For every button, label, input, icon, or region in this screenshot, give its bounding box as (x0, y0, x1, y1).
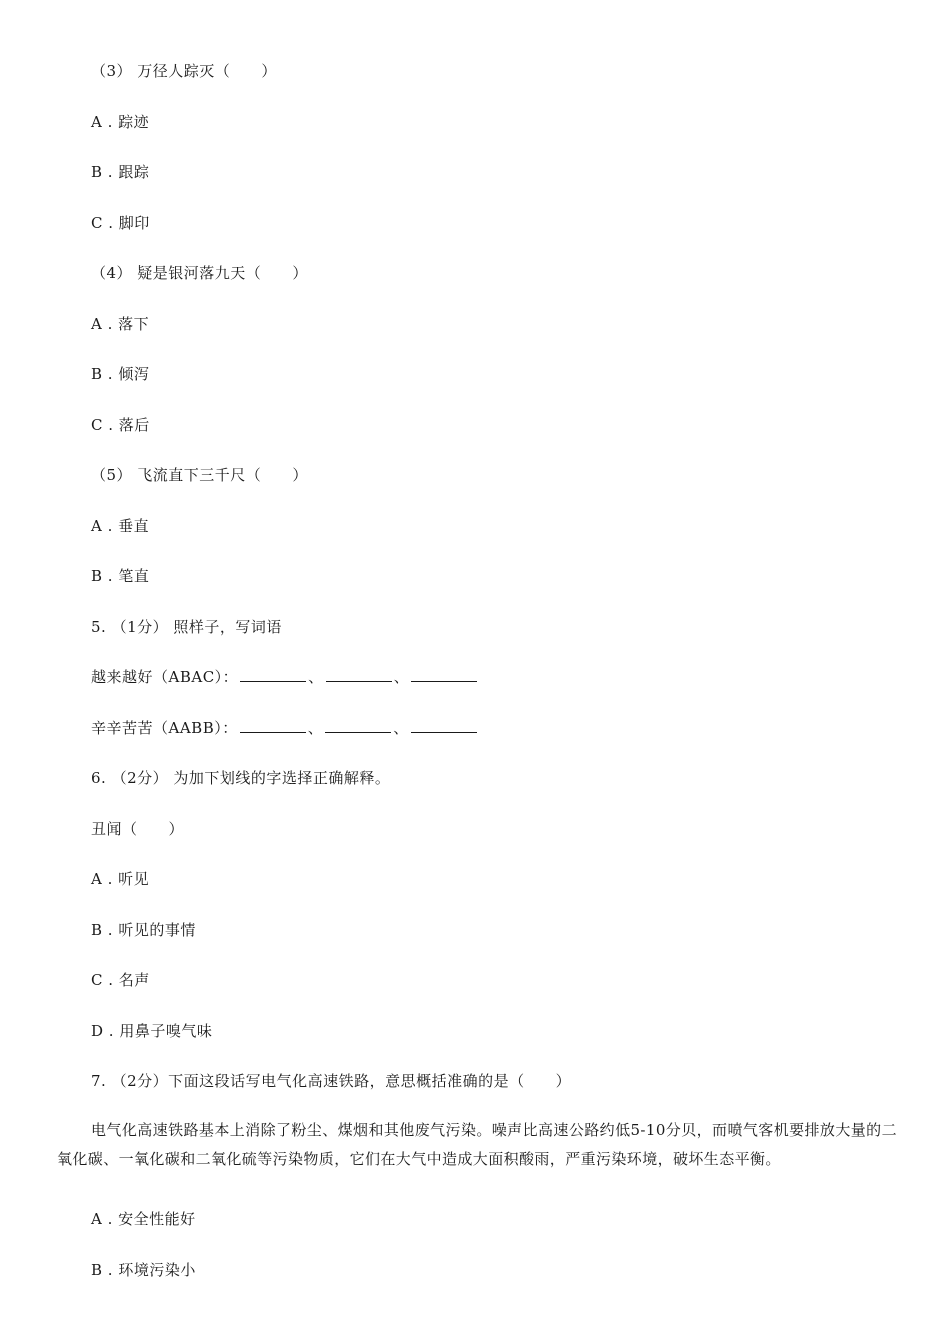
sub3-option-c[interactable]: C . 脚印 (91, 214, 150, 232)
q5-row-aabb-label: 辛辛苦苦（AABB）： (91, 719, 238, 737)
q5-row-aabb (91, 718, 479, 738)
answer-blank[interactable] (325, 718, 391, 733)
answer-blank[interactable] (411, 667, 477, 682)
q7-option-b[interactable]: B . 环境污染小 (91, 1261, 196, 1279)
separator: 、 (393, 719, 409, 737)
q5-stem: 5. （1分） 照样子，写词语 (91, 618, 282, 636)
sub4-option-a[interactable]: A . 落下 (91, 315, 150, 333)
sub5-option-b[interactable]: B . 笔直 (91, 567, 150, 585)
separator: 、 (307, 719, 324, 737)
q6-option-c[interactable]: C . 名声 (91, 971, 150, 989)
q6-stem: 6. （2分） 为加下划线的字选择正确解释。 (91, 769, 391, 787)
separator: 、 (393, 668, 410, 686)
q6-option-a[interactable]: A . 听见 (91, 870, 150, 888)
q7-passage (57, 1116, 897, 1174)
sub3-prompt: （3） 万径人踪灭（ ） (91, 62, 277, 80)
sub5-option-a[interactable]: A . 垂直 (91, 517, 150, 535)
sub4-prompt: （4） 疑是银河落九天（ ） (91, 264, 308, 282)
sub3-option-b[interactable]: B . 跟踪 (91, 163, 150, 181)
separator: 、 (308, 668, 324, 686)
q5-row-abac (91, 667, 479, 687)
sub4-option-c[interactable]: C . 落后 (91, 416, 150, 434)
q6-prompt: 丑闻（ ） (91, 820, 185, 838)
q7-passage-text: 电气化高速铁路基本上消除了粉尘、煤烟和其他废气污染。噪声比高速公路约低5-10分贝，而喷气客机要排放大量的二氧化碳、一氧化碳和二氧化硫等污染物质，它们在大气中造成大面积酸雨，严重污染环境，破坏生态平衡。 (57, 1121, 897, 1168)
sub4-option-b[interactable]: B . 倾泻 (91, 365, 150, 383)
q6-option-b[interactable]: B . 听见的事情 (91, 921, 196, 939)
q7-stem: 7. （2分）下面这段话写电气化高速铁路，意思概括准确的是（ ） (91, 1072, 572, 1090)
q6-option-d[interactable]: D . 用鼻子嗅气味 (91, 1022, 213, 1040)
sub3-option-a[interactable]: A . 踪迹 (91, 113, 150, 131)
answer-blank[interactable] (240, 667, 306, 682)
answer-blank[interactable] (240, 718, 306, 733)
answer-blank[interactable] (411, 718, 477, 733)
answer-blank[interactable] (326, 667, 392, 682)
q5-row-abac-label: 越来越好（ABAC）： (91, 668, 239, 686)
q7-option-a[interactable]: A . 安全性能好 (91, 1210, 196, 1228)
sub5-prompt: （5） 飞流直下三千尺（ ） (91, 466, 308, 484)
